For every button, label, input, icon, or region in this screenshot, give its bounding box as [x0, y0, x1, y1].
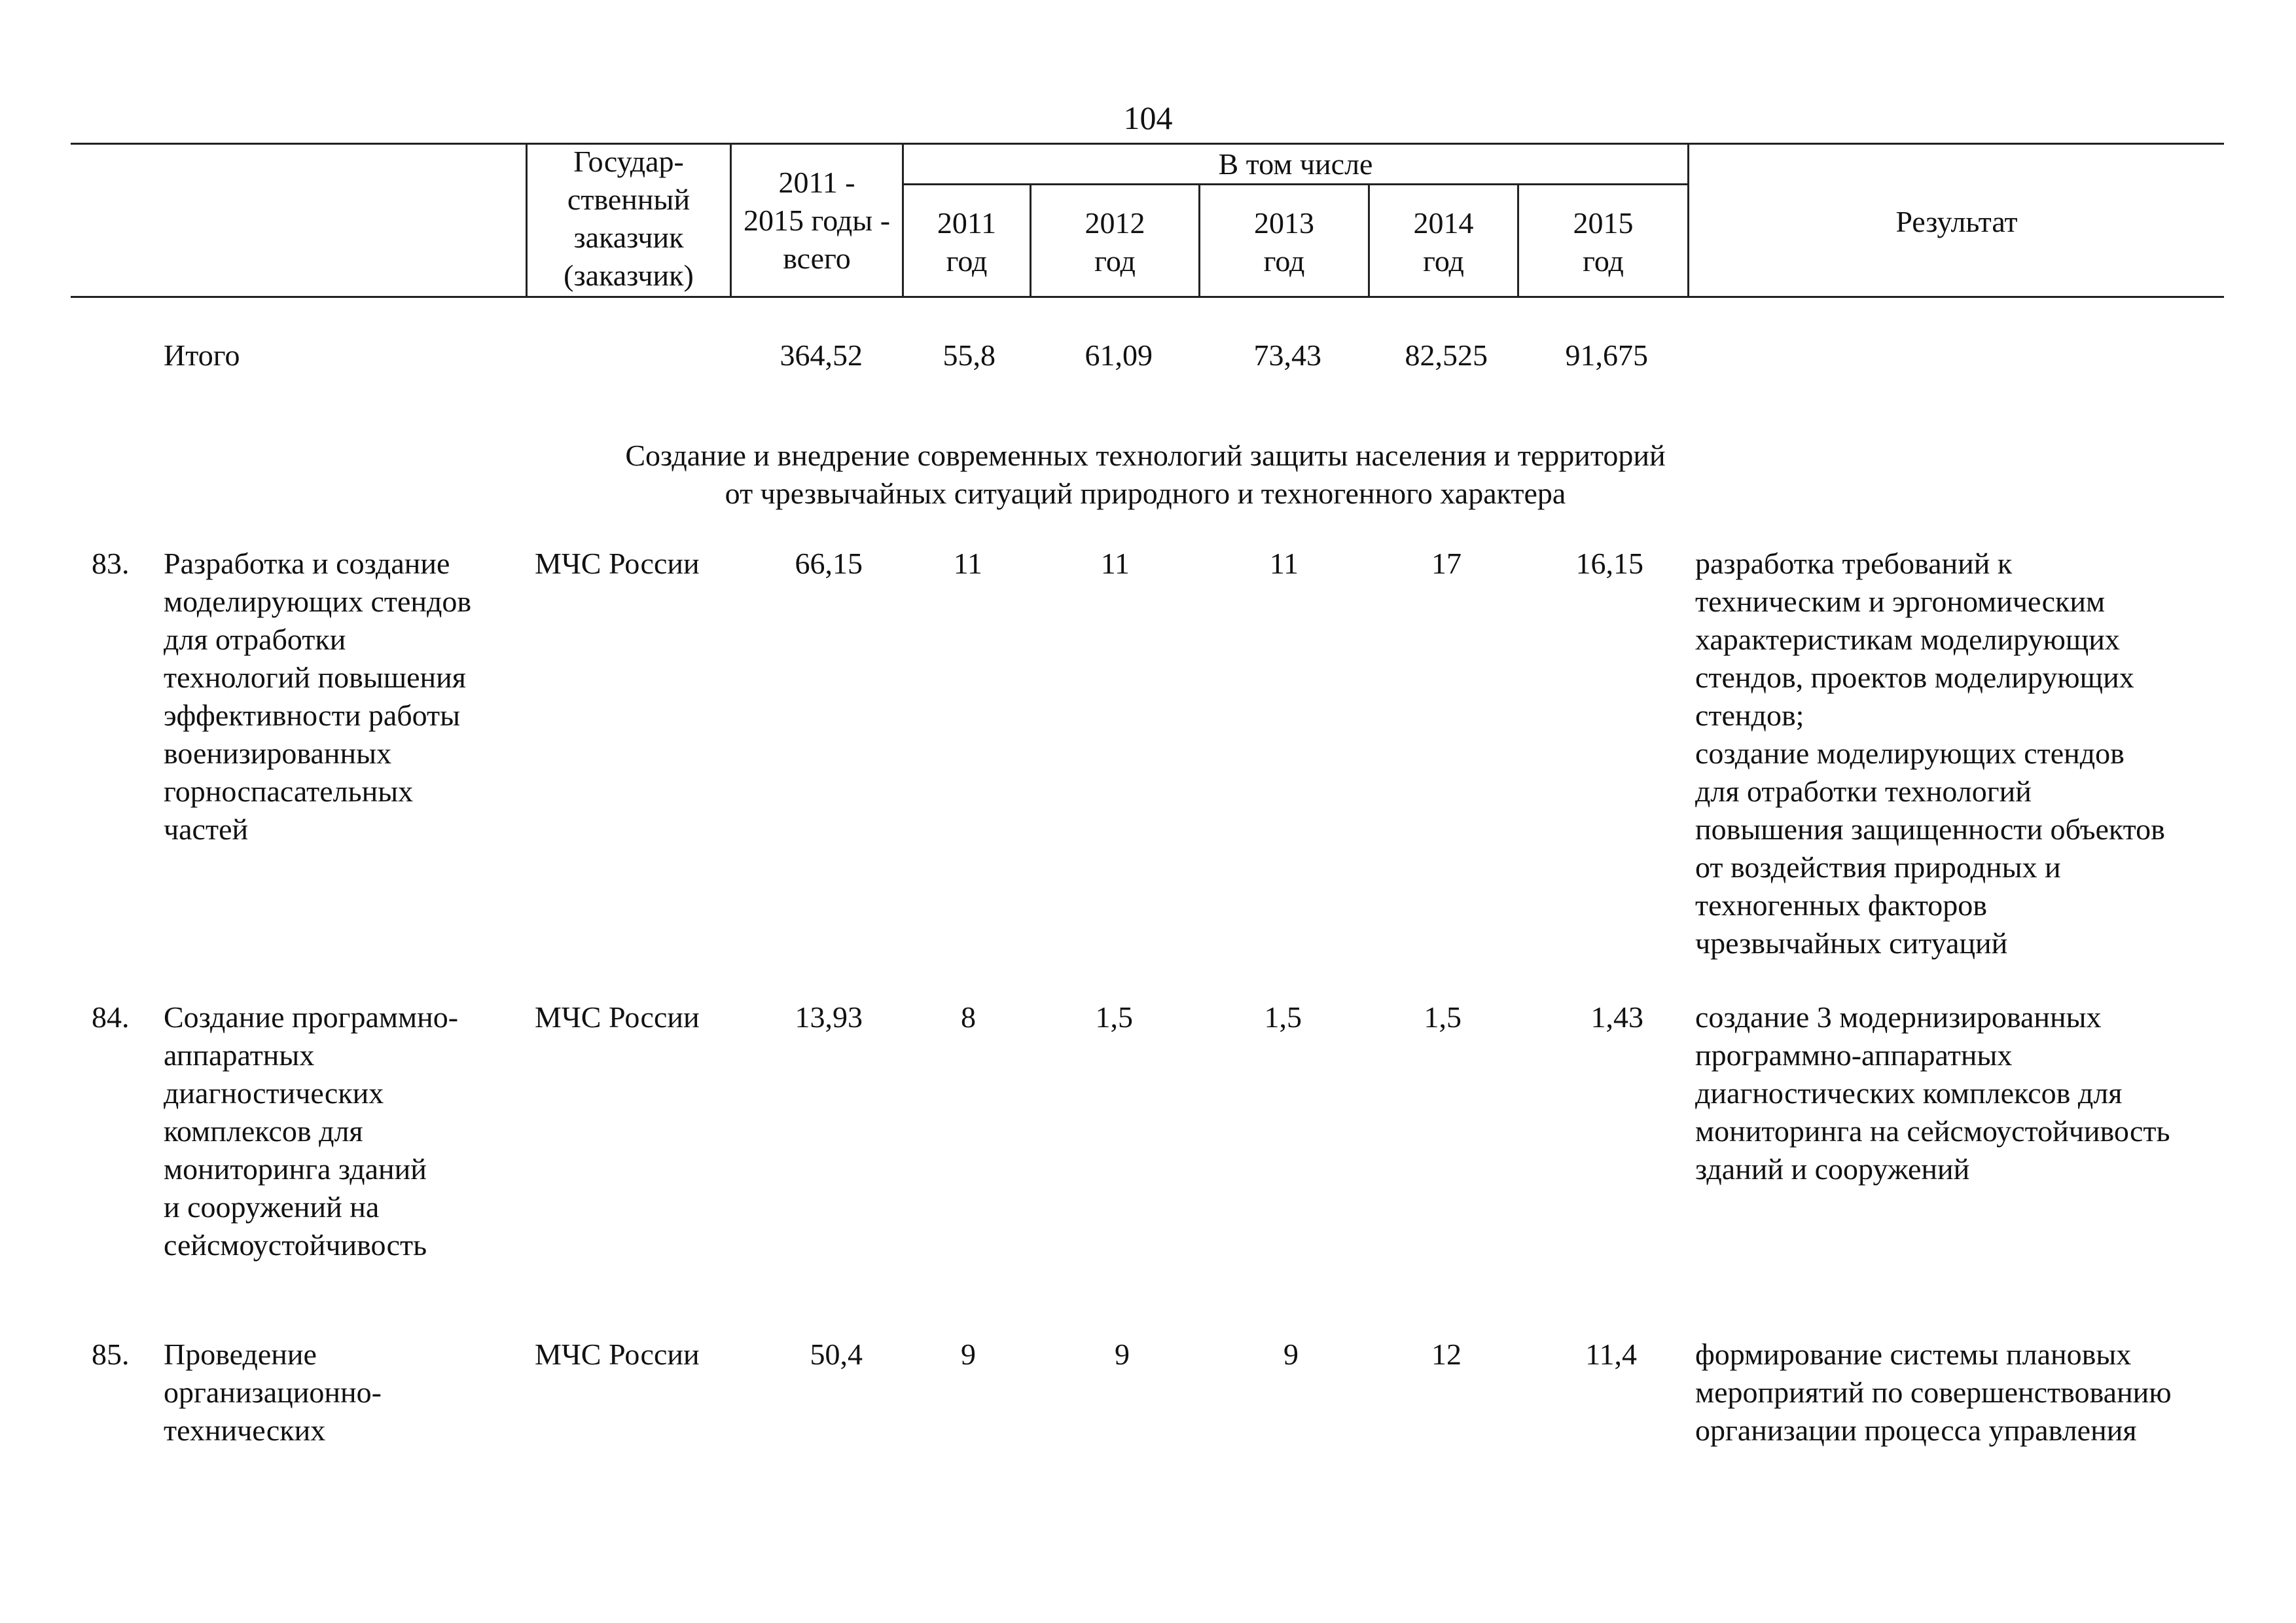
row-total: 13,93: [795, 1000, 863, 1034]
row-number: 84.: [92, 1000, 130, 1034]
header-bottom-rule: [71, 296, 2224, 298]
header-including: В том числе: [1218, 147, 1373, 181]
row-value-2013: 9: [1283, 1338, 1299, 1371]
itogo-value-2013: 73,43: [1253, 338, 1321, 372]
itogo-label: Итого: [164, 338, 240, 372]
row-customer: МЧС России: [535, 1338, 700, 1371]
row-customer: МЧС России: [535, 1000, 700, 1034]
page-number: 104: [1123, 100, 1173, 136]
header-result: Результат: [1895, 205, 2018, 238]
row-total: 50,4: [810, 1338, 863, 1371]
header-customer: Государ- ственный заказчик (заказчик): [564, 145, 694, 292]
header-subrule: [902, 183, 1687, 185]
row-value-2014: 12: [1431, 1338, 1462, 1371]
itogo-value-2015: 91,675: [1565, 338, 1648, 372]
header-year-2011: 2011 год: [937, 206, 997, 278]
row-name: Разработка и создание моделирующих стендов для отработки технологий повышения эффективности работы военизированных горноспасательных частей: [164, 547, 472, 846]
row-value-2011: 11: [953, 547, 982, 580]
row-result: разработка требований к техническим и эргономическим характеристикам моделирующих стендов, проектов моделирующих стендов; создание моделирующих стендов для отработки технологий повышения защищенности объектов от воздействия природных и техногенных факторов чрезвычайных ситуаций: [1695, 547, 2165, 960]
itogo-value-2014: 82,525: [1405, 338, 1488, 372]
row-customer: МЧС России: [535, 547, 700, 580]
row-value-2011: 8: [961, 1000, 976, 1034]
header-year-2012: 2012 год: [1085, 206, 1145, 278]
row-total: 66,15: [795, 547, 863, 580]
row-value-2013: 11: [1269, 547, 1299, 580]
row-result: создание 3 модернизированных программно-аппаратных диагностических комплексов для мониторинга на сейсмоустойчивость зданий и сооружений: [1695, 1000, 2170, 1186]
itogo-value-2011: 55,8: [942, 338, 996, 372]
header-year-2015: 2015 год: [1573, 206, 1634, 278]
header-year-2013: 2013 год: [1254, 206, 1314, 278]
header-year-2014: 2014 год: [1413, 206, 1474, 278]
row-value-2011: 9: [961, 1338, 976, 1371]
row-value-2015: 16,15: [1575, 547, 1643, 580]
row-value-2012: 1,5: [1095, 1000, 1133, 1034]
row-value-2012: 9: [1115, 1338, 1130, 1371]
row-value-2012: 11: [1100, 547, 1130, 580]
row-value-2014: 1,5: [1424, 1000, 1462, 1034]
row-result: формирование системы плановых мероприятий по совершенствованию организации процесса управления: [1695, 1338, 2172, 1447]
section-title: Создание и внедрение современных технологий защиты населения и территорий от чрезвычайных ситуаций природного и техногенного характера: [625, 439, 1666, 510]
row-name: Создание программно- аппаратных диагностических комплексов для мониторинга зданий и сооружений на сейсмоустойчивость: [164, 1000, 459, 1262]
itogo-total: 364,52: [780, 338, 863, 372]
header-total: 2011 - 2015 годы - всего: [743, 166, 891, 275]
row-value-2014: 17: [1431, 547, 1462, 580]
row-name: Проведение организационно- технических: [164, 1338, 382, 1447]
header-top-rule: [71, 143, 2224, 145]
row-value-2015: 11,4: [1585, 1338, 1637, 1371]
row-number: 83.: [92, 547, 130, 580]
row-value-2015: 1,43: [1590, 1000, 1643, 1034]
row-value-2013: 1,5: [1264, 1000, 1302, 1034]
itogo-value-2012: 61,09: [1085, 338, 1153, 372]
row-number: 85.: [92, 1338, 130, 1371]
